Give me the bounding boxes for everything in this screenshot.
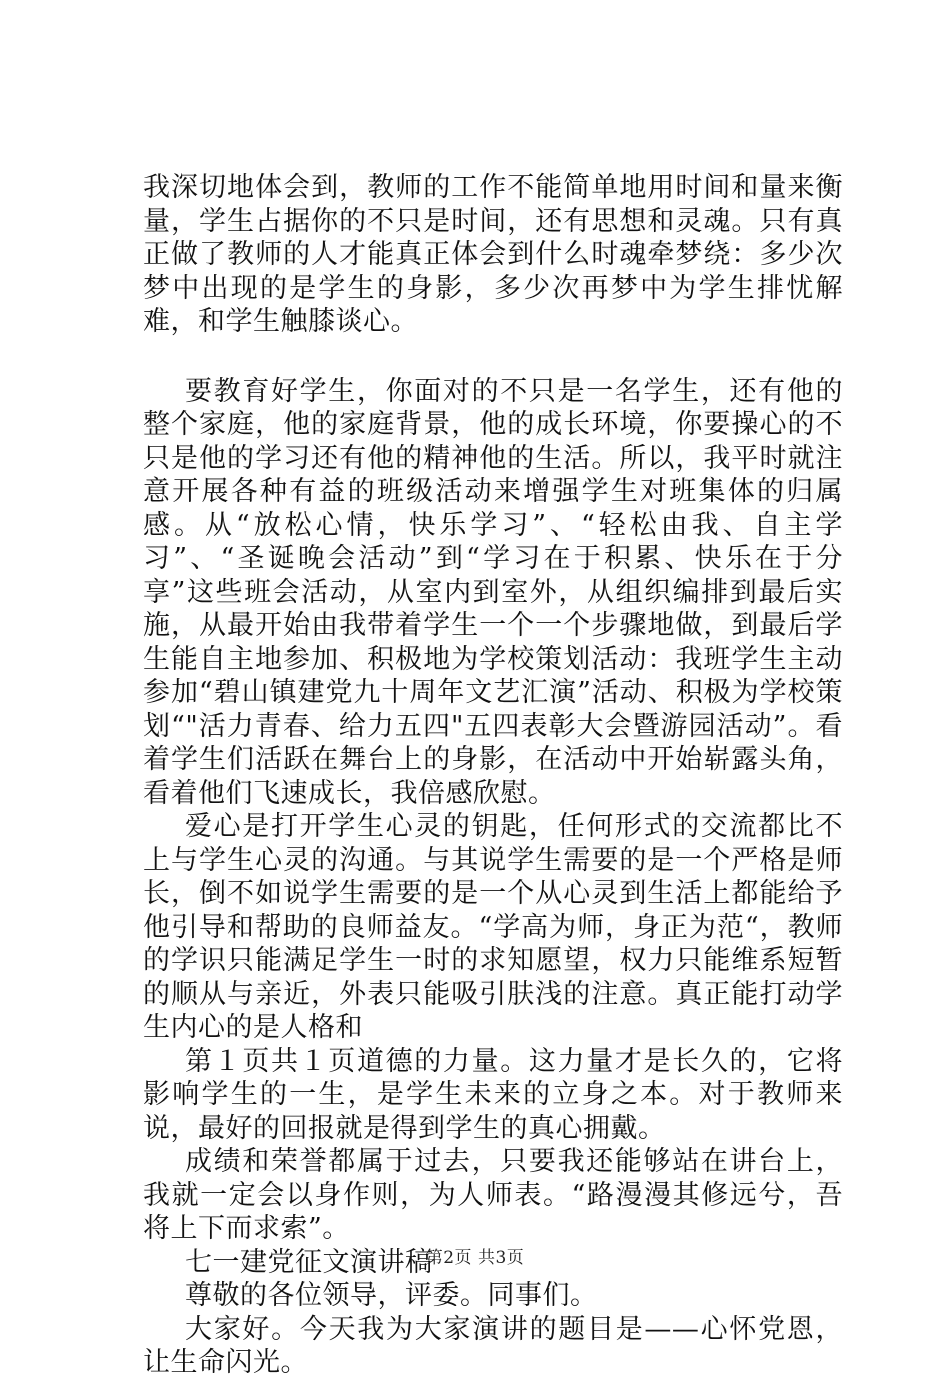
salutation: 尊敬的各位领导，评委。同事们。 — [185, 1280, 598, 1311]
paragraph-3: 爱心是打开学生心灵的钥匙，任何形式的交流都比不上与学生心灵的沟通。与其说学生需要的是一个严格是师长，倒不如说学生需要的是一个从心灵到生活上都能给予他引导和帮助的良师益友。“学高为师，身正为范“，教师的学识只能满足学生一时的求知愿望，权力只能维系短暂的顺从与亲近，外表只能吸引肤浅的注意。真正能打动学生内心的是人格和 — [143, 811, 843, 1043]
paragraph-6: 大家好。今天我为大家演讲的题目是——心怀党恩，让生命闪光。 — [143, 1313, 843, 1378]
speech-title: 七一建党征文演讲稿 — [185, 1246, 433, 1278]
paragraph-2: 要教育好学生，你面对的不只是一名学生，还有他的整个家庭，他的家庭背景，他的成长环境，你要操心的不只是他的学习还有他的精神他的生活。所以，我平时就注意开展各种有益的班级活动来增强学生对班集体的归属感。从“放松心情，快乐学习”、“轻松由我、自主学习”、“圣诞晚会活动”到“学习在于积累、快乐在于分享”这些班会活动，从室内到室外，从组织编排到最后实施，从最开始由我带着学生一个一个步骤地做，到最后学生能自主地参加、积极地为学校策划活动：我班学生主动参加“碧山镇建党九十周年文艺汇演”活动、积极为学校策划“"活力青春、给力五四"五四表彰大会暨游园活动”。看着学生们活跃在舞台上的身影，在活动中开始崭露头角，看着他们飞速成长，我倍感欣慰。 — [143, 375, 843, 809]
document-body — [143, 171, 843, 1380]
page-number-footer: 第2页 共3页 — [425, 1248, 525, 1268]
paragraph-1: 我深切地体会到，教师的工作不能简单地用时间和量来衡量，学生占据你的不只是时间，还有思想和灵魂。只有真正做了教师的人才能真正体会到什么时魂牵梦绕：多少次梦中出现的是学生的身影，多少次再梦中为学生排忧解难，和学生触膝谈心。 — [143, 172, 843, 337]
paragraph-4: 第１页共１页道德的力量。这力量才是长久的，它将影响学生的一生，是学生未来的立身之本。对于教师来说，最好的回报就是得到学生的真心拥戴。 — [143, 1045, 843, 1144]
paragraph-5: 成绩和荣誉都属于过去，只要我还能够站在讲台上，我就一定会以身作则，为人师表。“路漫漫其修远兮，吾将上下而求索”。 — [143, 1146, 843, 1244]
